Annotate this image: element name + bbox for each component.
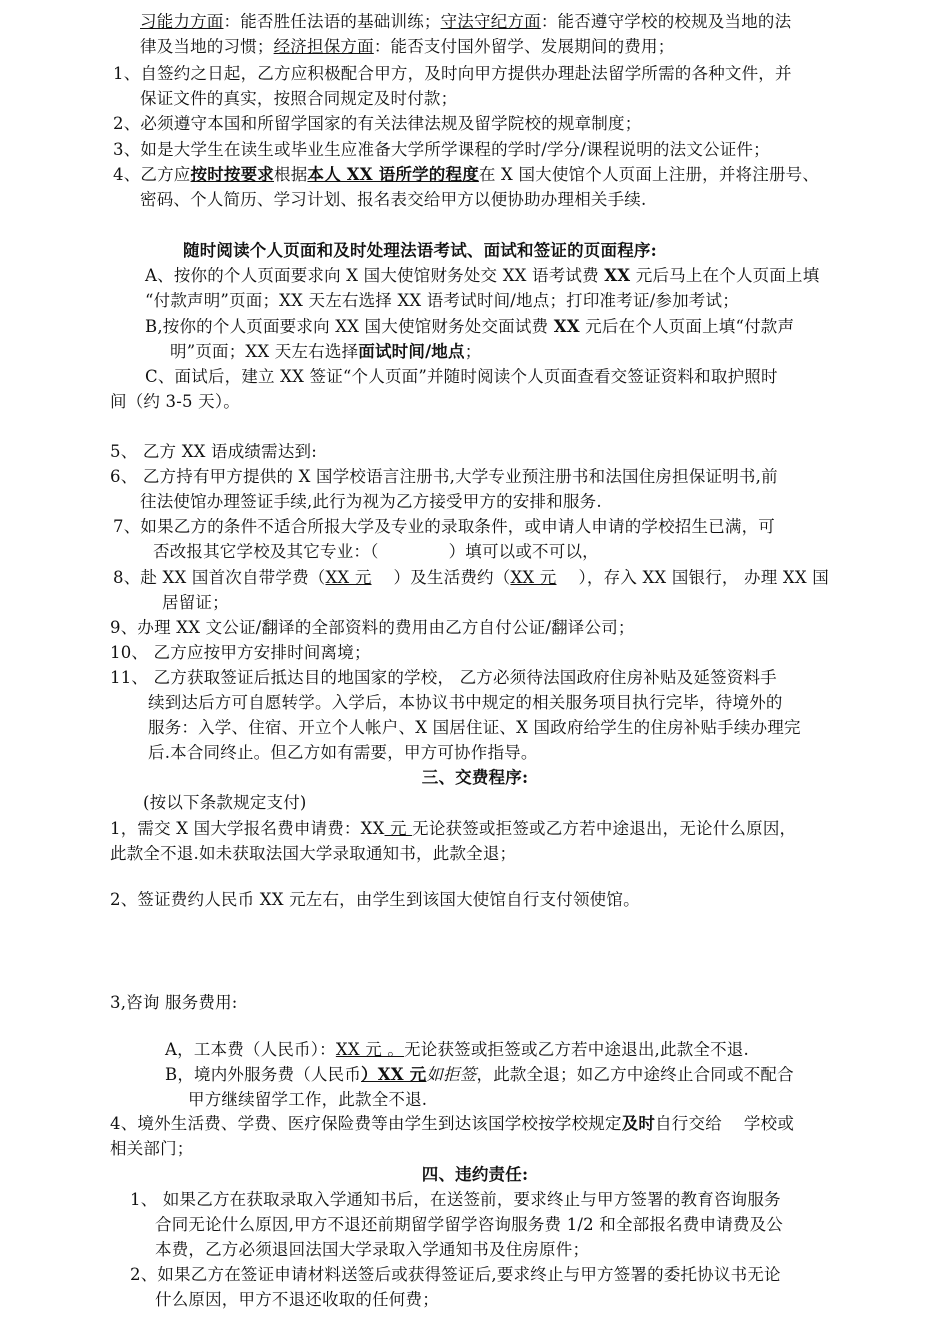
list-item-cont: 甲方继续留学工作，此款全不退. <box>188 1090 428 1109</box>
list-item-cont: 后.本合同终止。但乙方如有需要，甲方可协作指导。 <box>148 743 538 762</box>
list-item: B，境内外服务费（人民币）XX 元如拒签，此款全退；如乙方中途终止合同或不配合 <box>165 1065 794 1084</box>
list-item-cont: 什么原因，甲方不退还收取的任何费； <box>155 1290 439 1309</box>
list-item-cont: 本费，乙方必须退回法国大学录取入学通知书及住房原件； <box>155 1240 590 1259</box>
list-item: 10、 乙方应按甲方安排时间离境； <box>110 643 371 662</box>
list-item: 9、办理 XX 文公证/翻译的全部资料的费用由乙方自付公证/翻译公司； <box>110 618 635 637</box>
list-item: 3,咨询 服务费用: <box>110 993 238 1012</box>
list-item: 6、 乙方持有甲方提供的 X 国学校语言注册书,大学专业预注册书和法国住房担保证明书,前 <box>110 467 778 486</box>
list-item: 8、赴 XX 国首次自带学费（XX 元 ）及生活费约（XX 元 ），存入 XX 国银行， 办理 XX 国 <box>113 568 829 587</box>
list-item: 4、乙方应按时按要求根据本人 XX 语所学的程度在 X 国大使馆个人页面上注册，并将注册号、 <box>113 165 820 184</box>
list-item: 3、如是大学生在读生或毕业生应准备大学所学课程的学时/学分/课程说明的法文公证件； <box>113 140 770 159</box>
list-item-cont: 服务：入学、住宿、开立个人帐户、X 国居住证、X 国政府给学生的住房补贴手续办理完 <box>148 718 801 737</box>
list-item: 1、 如果乙方在获取录取入学通知书后，在送签前，要求终止与甲方签署的教育咨询服务 <box>130 1190 781 1209</box>
list-item-cont: 否改报其它学校及其它专业：（ ）填可以或不可以， <box>153 542 599 561</box>
list-item-cont: 保证文件的真实，按照合同规定及时付款； <box>140 89 458 108</box>
list-item: A，工本费（人民币）：XX 元 。无论获签或拒签或乙方若中途退出,此款全不退. <box>165 1040 749 1059</box>
section-heading: 随时阅读个人页面和及时处理法语考试、面试和签证的页面程序: <box>183 241 657 260</box>
list-item: 4、境外生活费、学费、医疗保险费等由学生到达该国学校按学校规定及时自行交给 学校或 <box>110 1114 795 1133</box>
text-line: C、面试后，建立 XX 签证“个人页面”并随时阅读个人页面查看交签证资料和取护照时 <box>145 367 778 386</box>
list-item: 11、 乙方获取签证后抵达目的地国家的学校， 乙方必须待法国政府住房补贴及延签资料手 <box>110 668 777 687</box>
list-item-cont: 合同无论什么原因,甲方不退还前期留学留学咨询服务费 1/2 和全部报名费申请费及公 <box>155 1215 783 1234</box>
text-line: 明”页面；XX 天左右选择面试时间/地点； <box>170 342 482 361</box>
list-item-cont: 此款全不退.如未获取法国大学录取通知书，此款全退； <box>110 844 517 863</box>
list-item-cont: 往法使馆办理签证手续,此行为视为乙方接受甲方的安排和服务. <box>140 492 602 511</box>
list-item: 1，需交 X 国大学报名费申请费：XX 元 无论获签或拒签或乙方若中途退出，无论什么原因， <box>110 819 797 838</box>
text-line: 律及当地的习惯；经济担保方面：能否支付国外留学、发展期间的费用； <box>140 37 675 56</box>
list-item: 2、必须遵守本国和所留学国家的有关法律法规及留学院校的规章制度； <box>113 114 642 133</box>
text-line: A、按你的个人页面要求向 X 国大使馆财务处交 XX 语考试费 XX 元后马上在个人页面上填 <box>145 266 820 285</box>
list-item: 1、自签约之日起，乙方应积极配合甲方，及时向甲方提供办理赴法留学所需的各种文件，并 <box>113 64 792 83</box>
section-heading: 四、违约责任: <box>421 1165 529 1184</box>
list-item: 2、签证费约人民币 XX 元左右，由学生到该国大使馆自行支付领使馆。 <box>110 890 640 909</box>
list-item: 7、如果乙方的条件不适合所报大学及专业的录取条件，或申请人申请的学校招生已满，可 <box>113 517 775 536</box>
list-item-cont: 相关部门； <box>110 1139 194 1158</box>
list-item: 2、如果乙方在签证申请材料送签后或获得签证后,要求终止与甲方签署的委托协议书无论 <box>130 1265 781 1284</box>
text-line: 间（约 3-5 天）。 <box>110 392 241 411</box>
list-item-cont: 续到达后方可自愿转学。入学后，本协议书中规定的相关服务项目执行完毕，待境外的 <box>148 693 783 712</box>
text-line: (按以下条款规定支付) <box>143 793 307 812</box>
text-line: B,按你的个人页面要求向 XX 国大使馆财务处交面试费 XX 元后在个人页面上填“付款声 <box>145 317 795 336</box>
text-line: 习能力方面：能否胜任法语的基础训练；守法守纪方面：能否遵守学校的校规及当地的法 <box>140 12 792 31</box>
list-item: 5、 乙方 XX 语成绩需达到: <box>110 442 317 461</box>
list-item-cont: 密码、个人简历、学习计划、报名表交给甲方以便协助办理相关手续. <box>140 190 647 209</box>
list-item-cont: 居留证； <box>162 593 229 612</box>
text-line: “付款声明”页面；XX 天左右选择 XX 语考试时间/地点；打印准考证/参加考试； <box>145 291 739 310</box>
section-heading: 三、交费程序: <box>421 768 529 787</box>
